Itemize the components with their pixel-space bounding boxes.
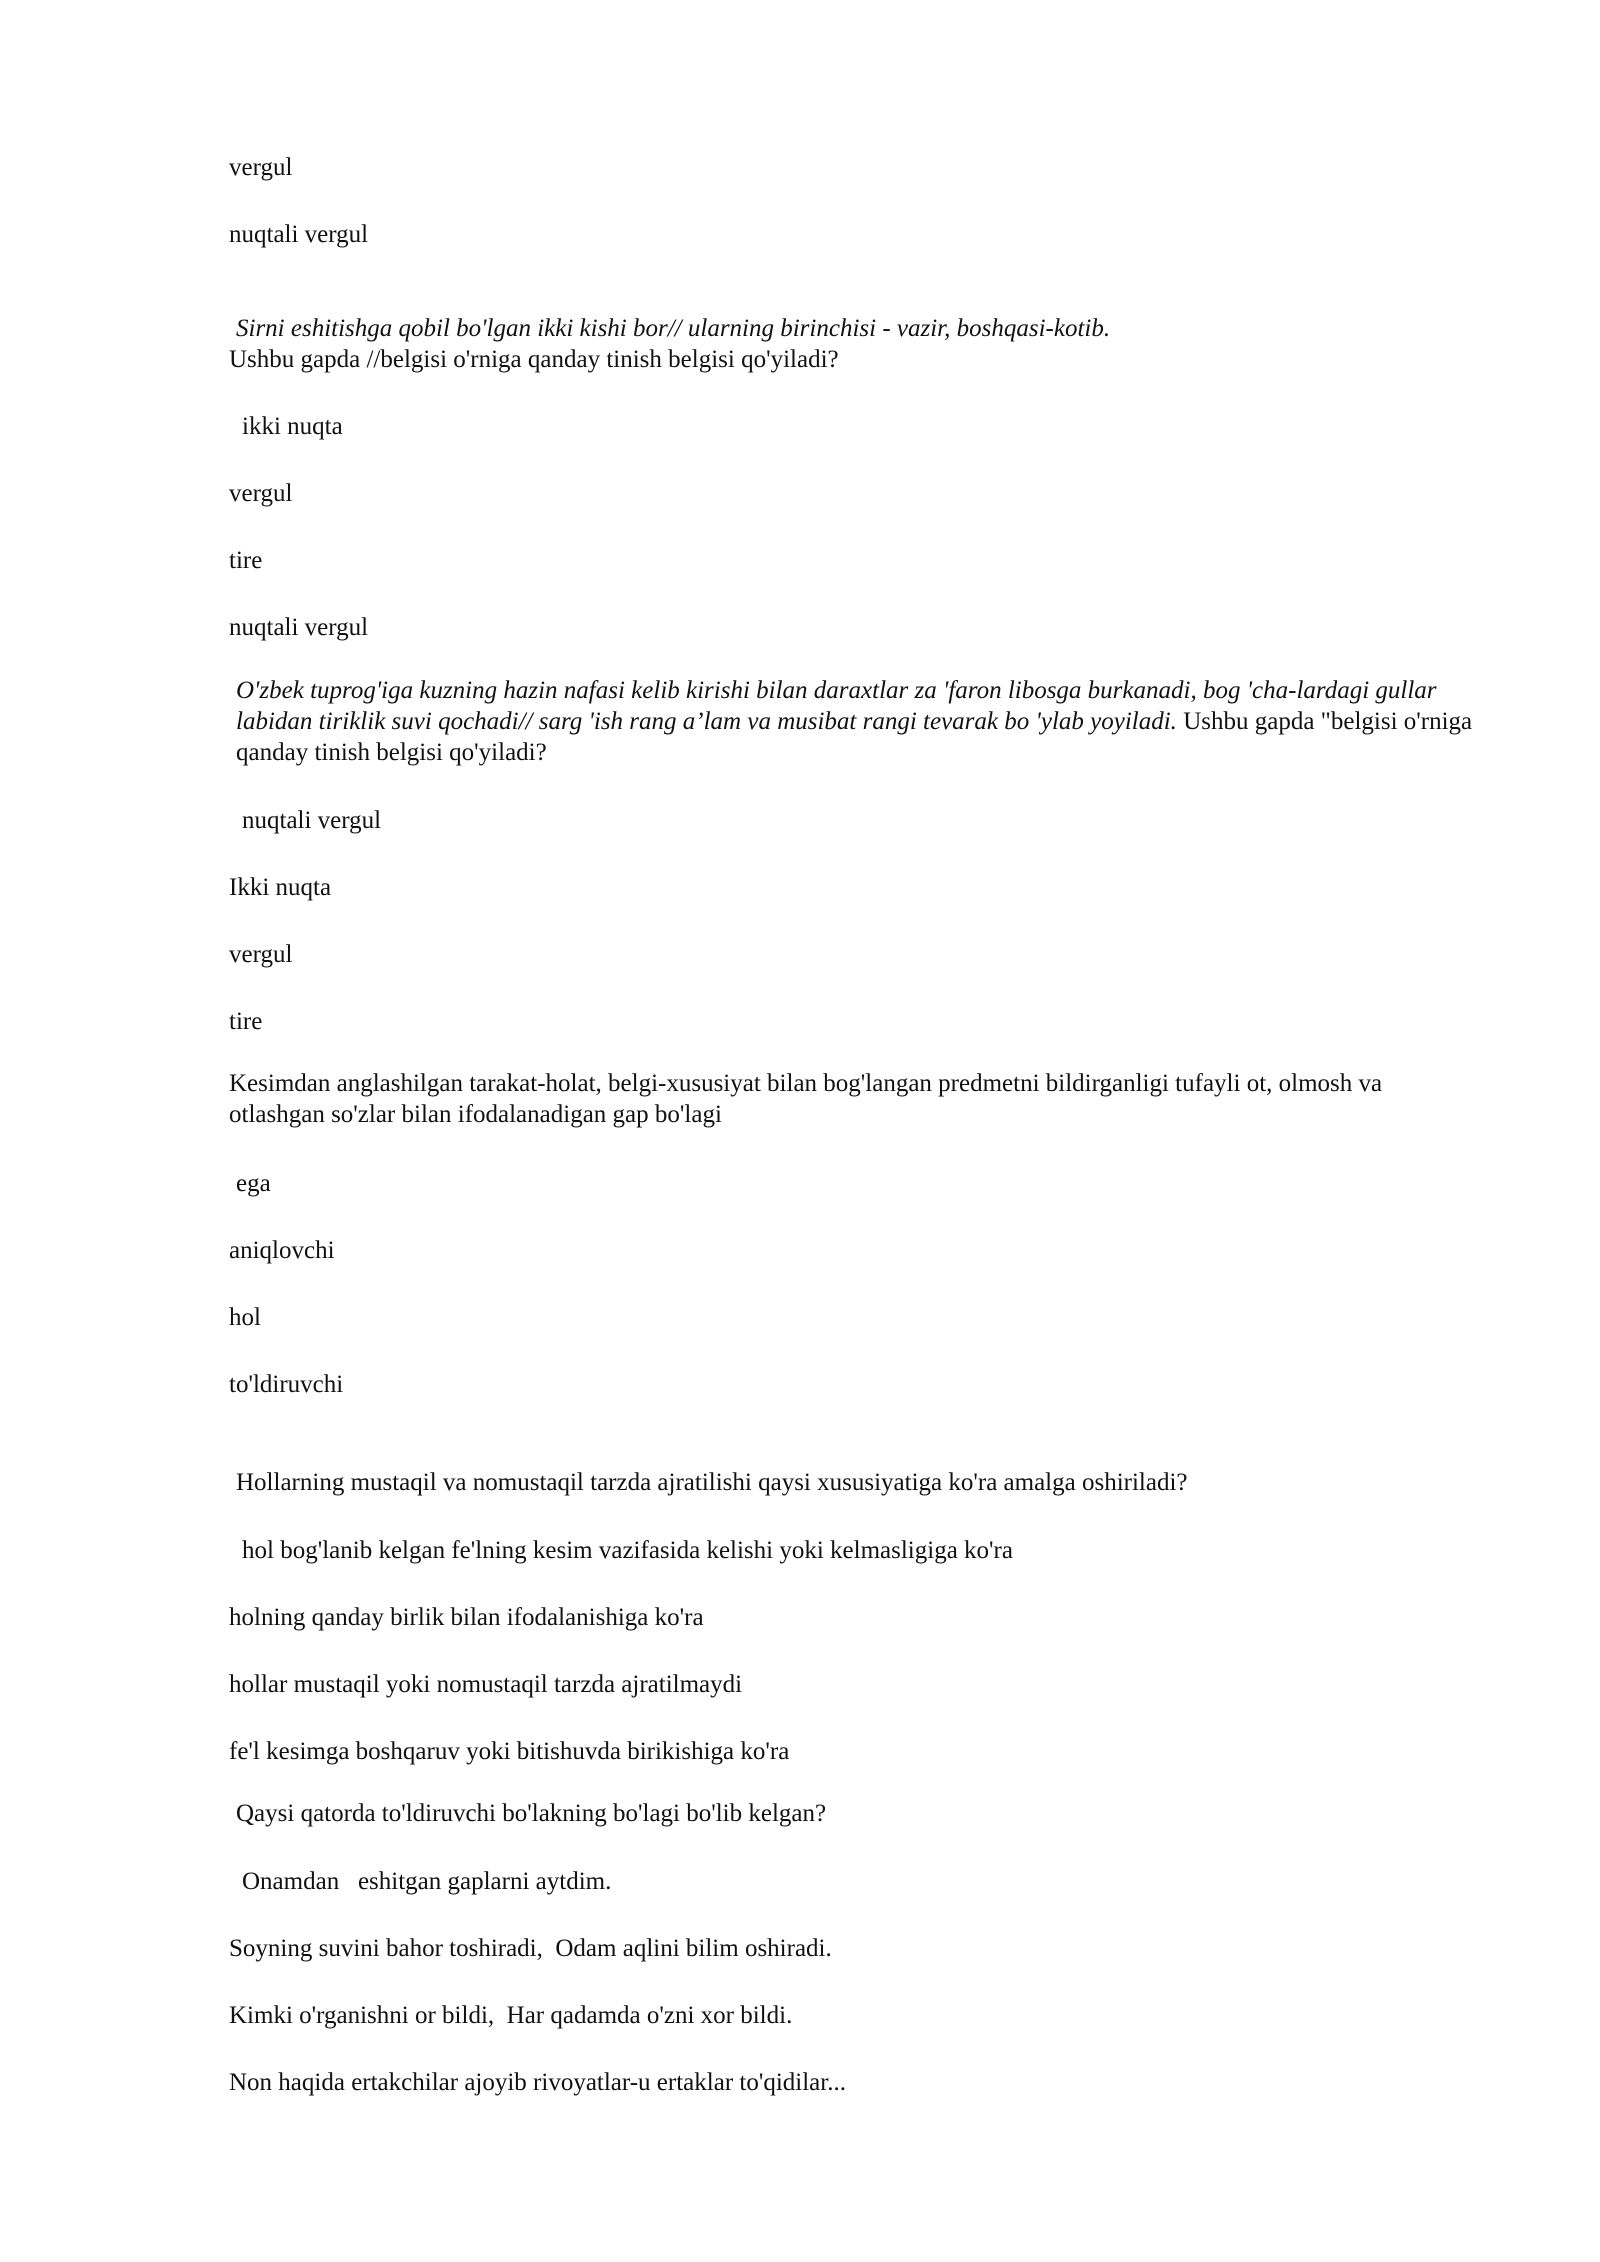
question-prompt: Ushbu gapda "belgisi o'rniga qanday tinish belgisi qo'yiladi? [236,708,1473,766]
answer-option: Onamdan eshitgan gaplarni aytdim. [242,1868,612,1895]
answer-option: tire [229,547,263,574]
question-prompt: Qaysi qatorda to'ldiruvchi bo'lakning bo'lagi bo'lib kelgan? [236,1800,827,1827]
answer-option: Non haqida ertakchilar ajoyib rivoyatlar-u ertaklar to'qidilar... [229,2069,846,2096]
answer-option: vergul [229,941,293,968]
answer-option: hollar mustaqil yoki nomustaqil tarzda ajratilmaydi [229,1671,743,1698]
answer-option: vergul [229,154,293,181]
answer-option: ega [236,1170,271,1197]
answer-option: hol [229,1304,261,1331]
question-quote: O'zbek tuprog'iga kuzning hazin nafasi kelib kirishi bilan daraxtlar za 'faron libosga burkanadi, bog 'cha-lardagi gullar labidan tiriklik suvi qochadi// sarg 'ish rang a’lam va musibat rangi tevarak bo 'ylab yoyiladi. [236,677,1437,735]
answer-option: nuqtali vergul [242,807,382,834]
question-prompt: Ushbu gapda //belgisi o'rniga qanday tinish belgisi qo'yiladi? [229,346,839,373]
answer-option: tire [229,1008,263,1035]
question-quote: Sirni eshitishga qobil bo'lgan ikki kishi bor// ularning birinchisi - vazir, boshqasi-kotib. [236,315,1111,342]
answer-option: aniqlovchi [229,1237,335,1264]
answer-option: hol bog'lanib kelgan fe'lning kesim vazifasida kelishi yoki kelmasligiga ko'ra [242,1537,1013,1564]
answer-option: Soyning suvini bahor toshiradi, Odam aqlini bilim oshiradi. [229,1935,832,1962]
answer-option: to'ldiruvchi [229,1371,344,1398]
answer-option: Ikki nuqta [229,874,332,901]
question-prompt: Kesimdan anglashilgan tarakat-holat, belgi-xususiyat bilan bog'langan predmetni bildirganligi tufayli ot, olmosh va otlashgan so'zlar bilan ifodalanadigan gap bo'lagi [229,1070,1383,1128]
answer-option: nuqtali vergul [229,614,369,641]
answer-option: Kimki o'rganishni or bildi, Har qadamda o'zni xor bildi. [229,2002,793,2029]
question-block [229,675,1486,768]
answer-option: ikki nuqta [242,413,343,440]
answer-option: nuqtali vergul [229,221,369,248]
answer-option: holning qanday birlik bilan ifodalanishiga ko'ra [229,1604,704,1631]
question-prompt: Hollarning mustaqil va nomustaqil tarzda ajratilishi qaysi xususiyatiga ko'ra amalga oshiriladi? [236,1469,1188,1496]
answer-option: vergul [229,480,293,507]
answer-option: fe'l kesimga boshqaruv yoki bitishuvda birikishiga ko'ra [229,1738,790,1765]
